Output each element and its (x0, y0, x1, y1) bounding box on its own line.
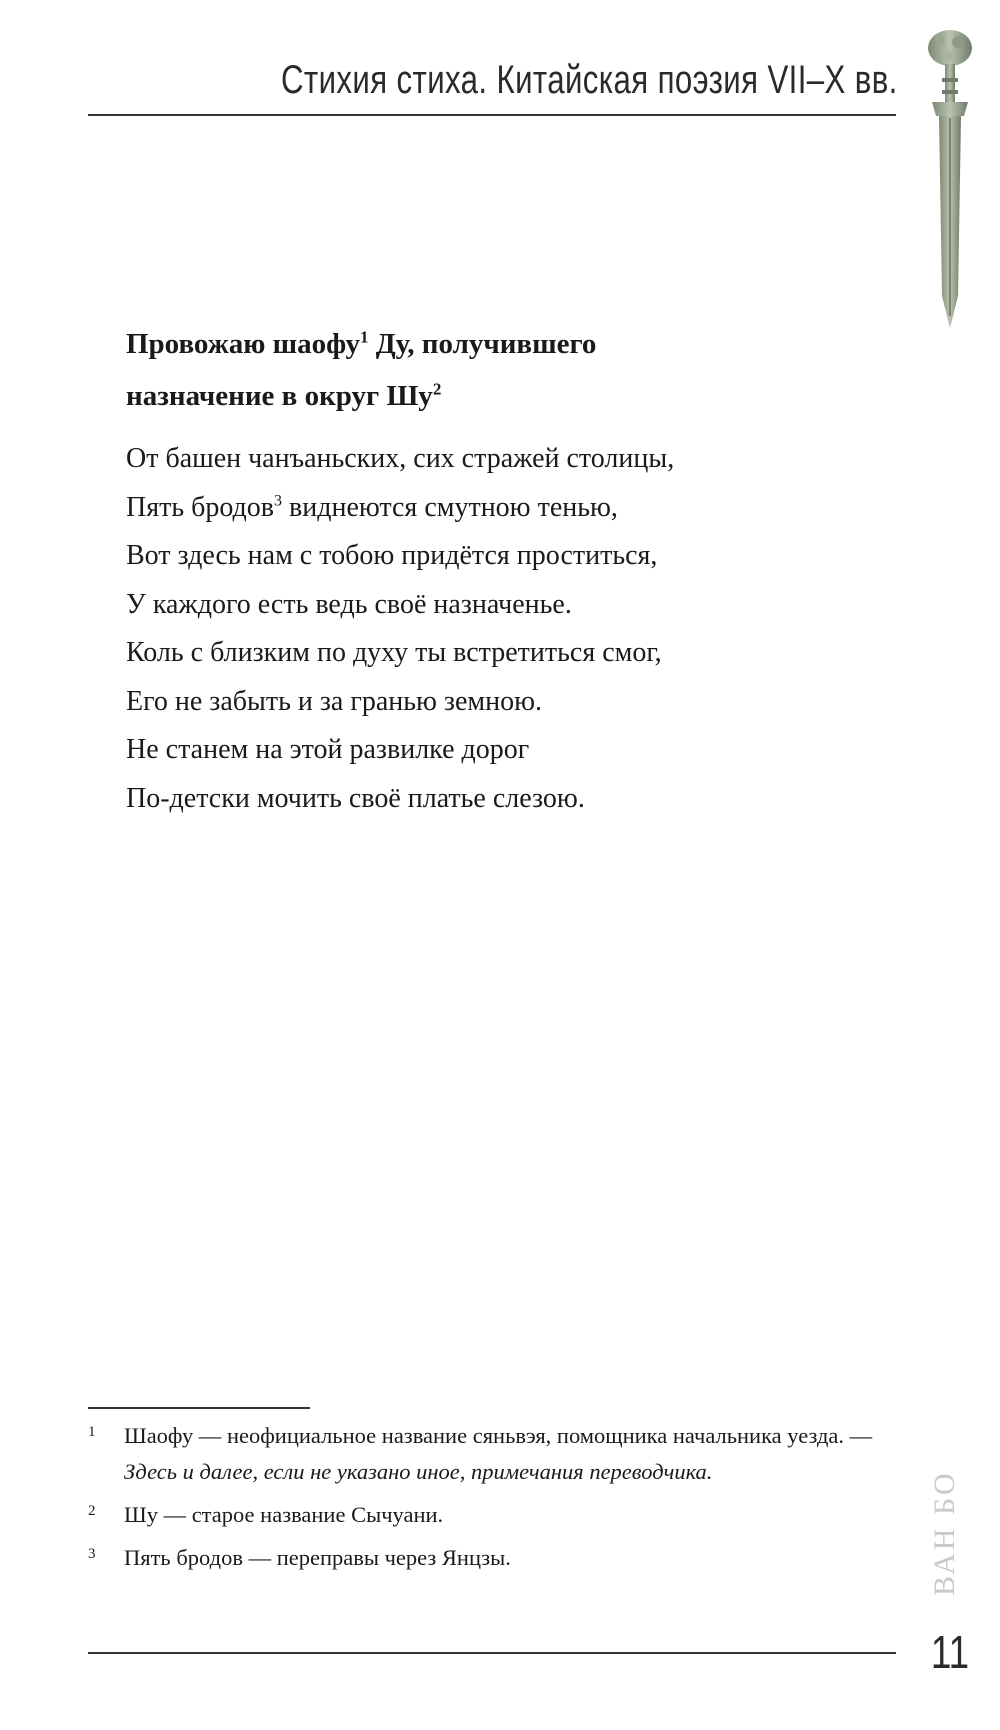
poem-line: Пять бродов$^3$ виднеются смутною тенью, (126, 491, 618, 523)
poem-body (126, 435, 886, 823)
poem-line: От башен чанъаньских, сих стражей столицы, (126, 443, 675, 474)
footnote-number: 3 (88, 1546, 96, 1562)
poem-title: Провожаю шаофу$^1$ Ду, получившего назначение в округ $Шу^2$ (126, 327, 597, 412)
footnotes (88, 1418, 888, 1583)
side-author-name: ВАН БО (928, 1470, 961, 1596)
footnote: 3 Пять бродов — переправы через Янцзы. (88, 1540, 888, 1576)
footer-rule (88, 1652, 896, 1654)
footnote: 1 Шаофу — неофициальное название сяньвэя, помощника начальника уезда. — Здесь и далее, если не указано иное, примечания переводчика. (88, 1418, 888, 1490)
poem-line: Коль с близким по духу ты встретиться смог, (126, 637, 662, 668)
poem-line: У каждого есть ведь своё назначенье. (126, 588, 572, 620)
page-number: 11 (930, 1626, 970, 1678)
dagger-icon (918, 26, 982, 336)
poem-line: Не станем на этой развилке дорог (126, 734, 530, 765)
poem-line: По-детски мочить своё платье слезою. (126, 782, 585, 814)
poem-line: Его не забыть и за гранью земною. (126, 685, 543, 717)
running-header: Стихия стиха. Китайская поэзия VII–X вв. (281, 58, 898, 102)
footnote-ref[interactable]: 1 (359, 327, 369, 347)
header-rule (88, 114, 896, 116)
footnote-ref[interactable]: 2 (432, 379, 442, 399)
poem-line: Вот здесь нам с тобою придётся проститься, (126, 540, 658, 571)
footnote-number: 1 (88, 1424, 96, 1440)
footnote: 2 Шу — старое название Сычуани. (88, 1497, 888, 1533)
footnote-number: 2 (88, 1503, 96, 1519)
footnote-rule (88, 1407, 310, 1409)
footnote-ref[interactable]: 3 (274, 492, 283, 510)
